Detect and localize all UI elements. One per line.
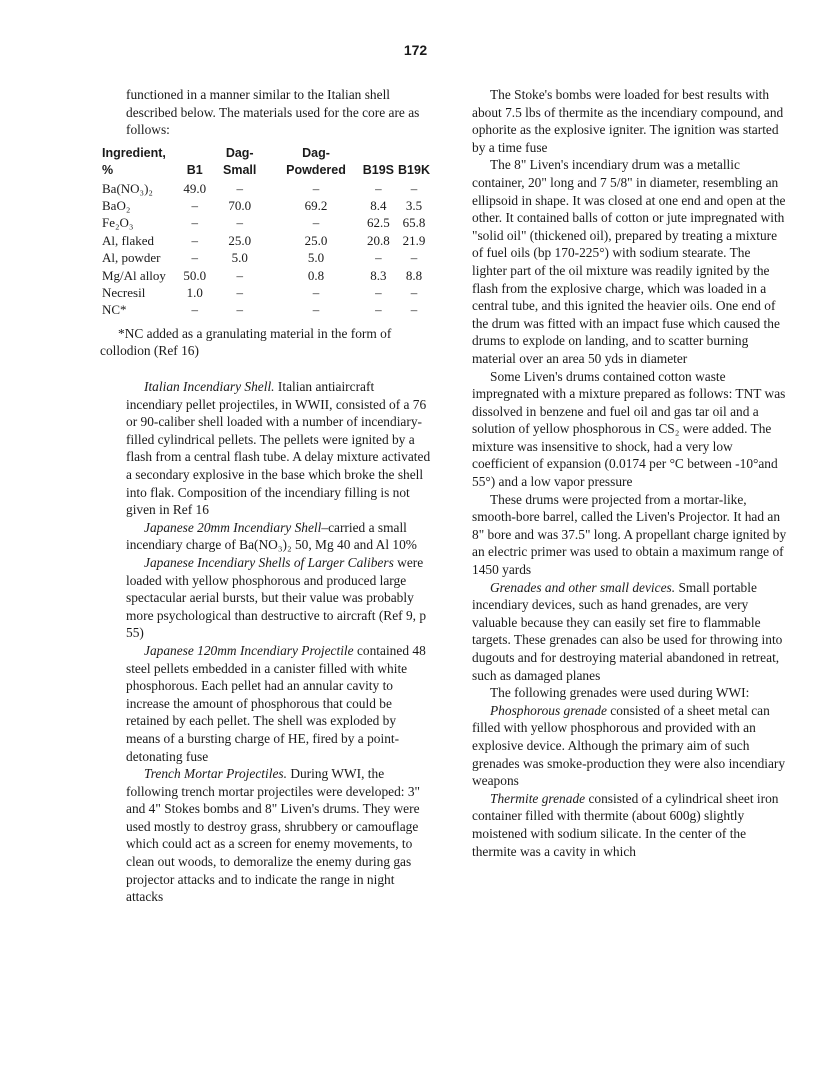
value-cell: 65.8: [402, 215, 426, 231]
value-cell: –: [312, 302, 320, 318]
value-cell: 25.0: [304, 232, 328, 248]
value-cell: 21.9: [402, 232, 426, 248]
cotton-waste-paragraph: Some Liven's drums contained cotton waste impregnated with a mixture prepared as follows: TNT was dissolved in benzene and fuel oil and gas tar oil and a solution of yellow phosphorous in CS₂ were added. The mixture was insensitive to shock, had a very low coefficient of expansion (0.0174 per °C between -10°and 55°) and a low vapor pressure: [472, 368, 786, 490]
grenades-title: Grenades and other small devices.: [490, 579, 676, 595]
value-cell: –: [312, 285, 320, 301]
ingredient-cell: Al, flaked: [102, 232, 154, 248]
value-cell: 5.0: [307, 250, 325, 266]
value-cell: 49.0: [183, 180, 207, 196]
trench-mortar-text: During WWI, the following trench mortar projectiles were developed: 3" and 4" Stokes bombs and 8" Liven's drums. They were used mostly to destroy grass, shrubbery or camouflage which could act as a screen for enemy movements, to clean out woods, to demoralize the enemy during gas projector attacks and to indicate the range in night attacks: [126, 766, 421, 905]
value-cell: –: [410, 302, 418, 318]
trench-mortar-title: Trench Mortar Projectiles.: [144, 766, 287, 782]
value-cell: –: [410, 180, 418, 196]
japanese-120mm-title: Japanese 120mm Incendiary Projectile: [144, 642, 354, 658]
value-cell: 50.0: [183, 267, 207, 283]
left-column: [100, 86, 432, 906]
thermite-grenade-text: consisted of a cylindrical sheet iron container filled with thermite (about 600g) slightly moistened with sodium silicate. In the center of the thermite was a cavity in which: [472, 790, 779, 859]
value-cell: –: [410, 250, 418, 266]
value-cell: 5.0: [231, 250, 248, 266]
phosphorous-grenade-text: consisted of a sheet metal can filled with yellow phosphorous and provided with an explosive device. Although the primary aim of such grenades was smoke-production they were also incendiary weapons: [472, 702, 786, 789]
table-header: B1: [186, 163, 203, 178]
table-row: [100, 301, 432, 318]
thermite-grenade-paragraph: [472, 790, 788, 860]
value-cell: –: [191, 198, 199, 213]
value-cell: –: [236, 180, 243, 196]
stokes-bombs-paragraph: The Stoke's bombs were loaded for best results with about 7.5 lbs of thermite as the incendiary compound, and ophorite as the explosive igniter. The ignition was started by a time fuse: [472, 87, 784, 155]
livens-projector-paragraph: These drums were projected from a mortar-like, smooth-bore barrel, called the Liven's Projector. It had an 8" bore and was 37.5" long. A propellant charge ignited by an electric primer was used to obtain a maximum range of 1450 yards: [472, 491, 787, 578]
ingredient-cell: NC*: [102, 302, 127, 318]
value-cell: 8.3: [370, 267, 387, 283]
value-cell: 25.0: [228, 232, 252, 248]
italian-shell-text: Italian antiaircraft incendiary pellet projectiles, in WWII, consisted of a 76 or 90-caliber shell loaded with a number of incendiary-filled cylindrical pellets. The pellets were ignited by a flash from a central flash tube. A delay mixture activated a secondary explosive in the base which broke the shell into flak. Composition of the incendiary filling is not given in Ref 16: [126, 379, 431, 518]
value-cell: 3.5: [405, 198, 423, 213]
ingredient-cell: Mg/Al alloy: [102, 267, 166, 283]
table-header: B19S: [362, 163, 394, 178]
grenades-text: Small portable incendiary devices, such as hand grenades, are very valuable because they can easily set fire to flammable targets. These grenades can also be used for throwing into dugouts and for destroying material abandoned in retreat, such as damaged planes: [472, 579, 783, 683]
table-row: [100, 267, 432, 284]
table-header-row: [100, 145, 432, 180]
japanese-120mm-text: contained 48 steel pellets embedded in a canister filled with white phosphorous. Each pellet had an annular cavity to increase the amount of phosphorous that could be retained by each pellet. The shell was exploded by means of a bursting charge of HE, fired by a point-detonating fuse: [126, 642, 426, 764]
value-cell: –: [191, 232, 199, 248]
value-cell: –: [236, 285, 243, 301]
table-row: [100, 284, 432, 301]
ingredient-cell: BaO₂: [102, 198, 131, 213]
value-cell: –: [191, 302, 199, 318]
japanese-large-title: Japanese Incendiary Shells of Larger Calibers: [144, 554, 394, 570]
value-cell: –: [375, 250, 382, 266]
italian-shell-paragraph: [126, 378, 432, 519]
phosphorous-grenade-title: Phosphorous grenade: [490, 702, 607, 718]
wwi-grenades-paragraph: The following grenades were used during WWI:: [490, 685, 750, 701]
japanese-large-paragraph: [126, 554, 432, 642]
table-header: B19K: [398, 163, 430, 178]
japanese-120mm-paragraph: [126, 642, 432, 765]
value-cell: –: [312, 180, 320, 196]
page-number: 172: [403, 42, 428, 58]
table-row: [100, 232, 432, 249]
value-cell: –: [410, 285, 418, 301]
thermite-grenade-title: Thermite grenade: [490, 790, 586, 806]
table-header: Dag-Powdered: [286, 145, 346, 178]
ingredient-cell: Necresil: [102, 285, 146, 301]
ingredient-cell: Ba(NO₃)₂: [102, 180, 153, 196]
japanese-20mm-text: –carried a small incendiary charge of Ba(NO₃)₂ 50, Mg 40 and Al 10%: [126, 519, 417, 553]
trench-mortar-paragraph: [126, 765, 432, 906]
table-header: Ingredient, %: [102, 145, 166, 178]
value-cell: –: [236, 267, 243, 283]
ingredient-cell: Al, powder: [102, 250, 161, 266]
table-row: [100, 197, 432, 214]
table-footnote: *NC added as a granulating material in the form of collodion (Ref 16): [100, 325, 392, 359]
value-cell: –: [191, 250, 199, 266]
value-cell: 8.8: [405, 267, 423, 283]
phosphorous-grenade-paragraph: [472, 702, 788, 790]
value-cell: 1.0: [186, 285, 203, 301]
livens-drum-paragraph: The 8" Liven's incendiary drum was a metallic container, 20" long and 7 5/8" in diameter, resembling an ellipsoid in shape. It was closed at one end and open at the other. It contained balls of cotton or jute impregnated with "solid oil" (thickened oil), prepared by treating a mixture of fuel oils (bp 170-225°) with sodium stearate. The lighter part of the oil mixture was readily ignited by the flash from the explosive charge, which was loaded in a central tube, and this ignited the heavier oils. One end of the drum was fitted with an impact fuse which caused the drums to explode on landing, and to scatter burning material over an area 50 yds in diameter: [472, 157, 786, 366]
value-cell: –: [236, 302, 243, 318]
grenades-paragraph: [472, 579, 788, 685]
japanese-large-text: were loaded with yellow phosphorous and produced large spectacular aerial bursts, but their value was probably more psychological than destructive to aircraft (Ref 9, p 55): [126, 554, 427, 641]
value-cell: –: [191, 215, 199, 231]
value-cell: 8.4: [370, 198, 387, 213]
table-row: [100, 180, 432, 197]
intro-paragraph: functioned in a manner similar to the Italian shell described below. The materials used for the core are as follows:: [126, 87, 420, 138]
value-cell: –: [312, 215, 320, 231]
value-cell: 0.8: [307, 267, 325, 283]
value-cell: 62.5: [366, 215, 390, 231]
value-cell: 20.8: [366, 232, 390, 248]
table-header: Dag-Small: [223, 145, 257, 178]
right-column: [472, 86, 788, 860]
ingredient-cell: Fe₂O₃: [102, 215, 134, 231]
value-cell: –: [375, 285, 382, 301]
table-row: [100, 214, 432, 231]
value-cell: –: [375, 302, 382, 318]
japanese-20mm-title: Japanese 20mm Incendiary Shell: [144, 519, 322, 535]
value-cell: 69.2: [304, 198, 328, 213]
composition-table: [100, 145, 432, 319]
italian-shell-title: Italian Incendiary Shell.: [144, 379, 275, 395]
table-row: [100, 249, 432, 266]
value-cell: –: [375, 180, 382, 196]
japanese-20mm-paragraph: [126, 519, 432, 554]
value-cell: 70.0: [228, 198, 252, 213]
value-cell: –: [236, 215, 243, 231]
